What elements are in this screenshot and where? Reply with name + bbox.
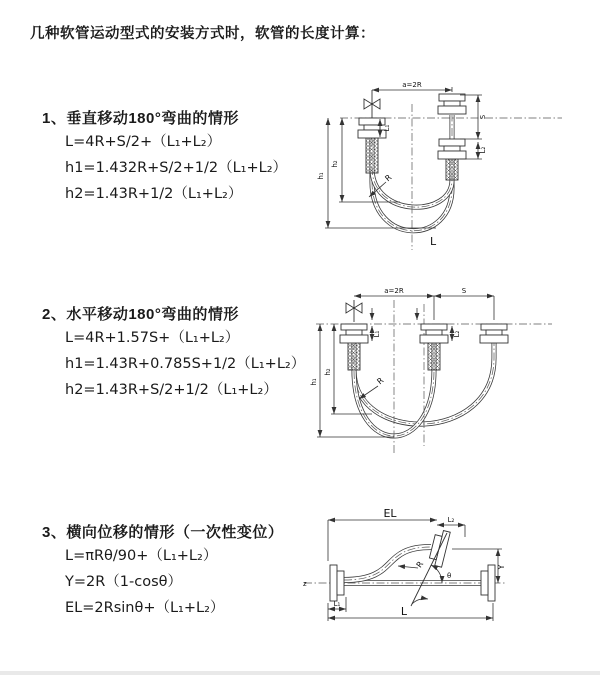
right-flange-fitting-original [438, 139, 466, 159]
formula-h1: h1=1.43R+0.785S+1/2（L₁+L₂） [65, 356, 306, 372]
section-2-heading: 2、水平移动180°弯曲的情形 [42, 306, 239, 323]
right-flange-fitting-moved [480, 324, 508, 343]
right-flange-original [481, 565, 495, 601]
left-flange [330, 565, 344, 601]
dim-label-s: S [461, 287, 467, 295]
dim-label-el: EL [383, 507, 397, 520]
formula-l: L=4R+S/2+（L₁+L₂） [65, 134, 222, 150]
diagram-lateral-displacement [300, 503, 590, 648]
dim-label-r: R [414, 559, 426, 570]
braided-hose-section [428, 341, 440, 370]
axis-mark-z: z [303, 580, 307, 588]
dim-label-l1: L₁ [383, 124, 391, 132]
formula-h2: h2=1.43R+1/2（L₁+L₂） [65, 186, 243, 202]
section-1-heading: 1、垂直移动180°弯曲的情形 [42, 110, 239, 127]
dim-label-h1: h₁ [317, 172, 325, 180]
diagram-horizontal-180-bend [308, 286, 592, 462]
page-title: 几种软管运动型式的安装方式时，软管的长度计算： [30, 26, 375, 42]
angle-construction-line [411, 533, 447, 606]
angle-label-theta: θ [447, 572, 452, 580]
valve-icon [346, 300, 362, 322]
page-bottom-edge [0, 671, 600, 675]
formula-h1: h1=1.432R+S/2+1/2（L₁+L₂） [65, 160, 288, 176]
section-lateral-displacement [42, 523, 322, 621]
radius-leader [398, 566, 418, 568]
dim-label-l2: L₂ [479, 146, 487, 154]
left-flange-fitting [340, 324, 368, 343]
braided-hose-section [348, 341, 360, 370]
formula-l: L=πRθ/90+（L₁+L₂） [65, 548, 218, 564]
braided-hose-section [446, 159, 458, 180]
dim-label-l2: L₂ [453, 330, 461, 338]
left-flange-fitting [358, 118, 386, 138]
dim-label-h1: h₁ [310, 378, 318, 386]
formula-h2: h2=1.43R+S/2+1/2（L₁+L₂） [65, 382, 278, 398]
section-vertical-movement [42, 109, 322, 207]
section-3-heading: 3、横向位移的情形（一次性变位） [42, 524, 284, 541]
valve-icon [364, 90, 380, 118]
dim-label-r: R [383, 172, 394, 184]
dim-label-span: a=2R [384, 287, 404, 295]
diagram-vertical-180-bend [312, 76, 584, 260]
dim-label-l: L [430, 235, 437, 248]
dim-label-l1: L₁ [373, 330, 381, 338]
radius-leader [359, 386, 378, 399]
dim-label-h2: h₂ [331, 160, 339, 168]
formula-l: L=4R+1.57S+（L₁+L₂） [65, 330, 240, 346]
section-horizontal-movement [42, 305, 322, 403]
dim-label-span: a=2R [402, 81, 422, 89]
dim-label-y: Y [497, 564, 506, 570]
dim-label-s: S [479, 114, 487, 120]
formula-el: EL=2Rsinθ+（L₁+L₂） [65, 600, 225, 616]
braided-hose-section [366, 137, 378, 173]
dim-label-r: R [375, 375, 386, 387]
formula-y: Y=2R（1-cosθ） [65, 574, 183, 590]
dim-label-h2: h₂ [324, 368, 332, 376]
right-flange-fitting-moved [438, 94, 466, 114]
dim-label-l1: L₁ [333, 600, 341, 608]
dim-label-l: L [400, 605, 408, 618]
dim-label-l2: L₂ [447, 516, 455, 524]
